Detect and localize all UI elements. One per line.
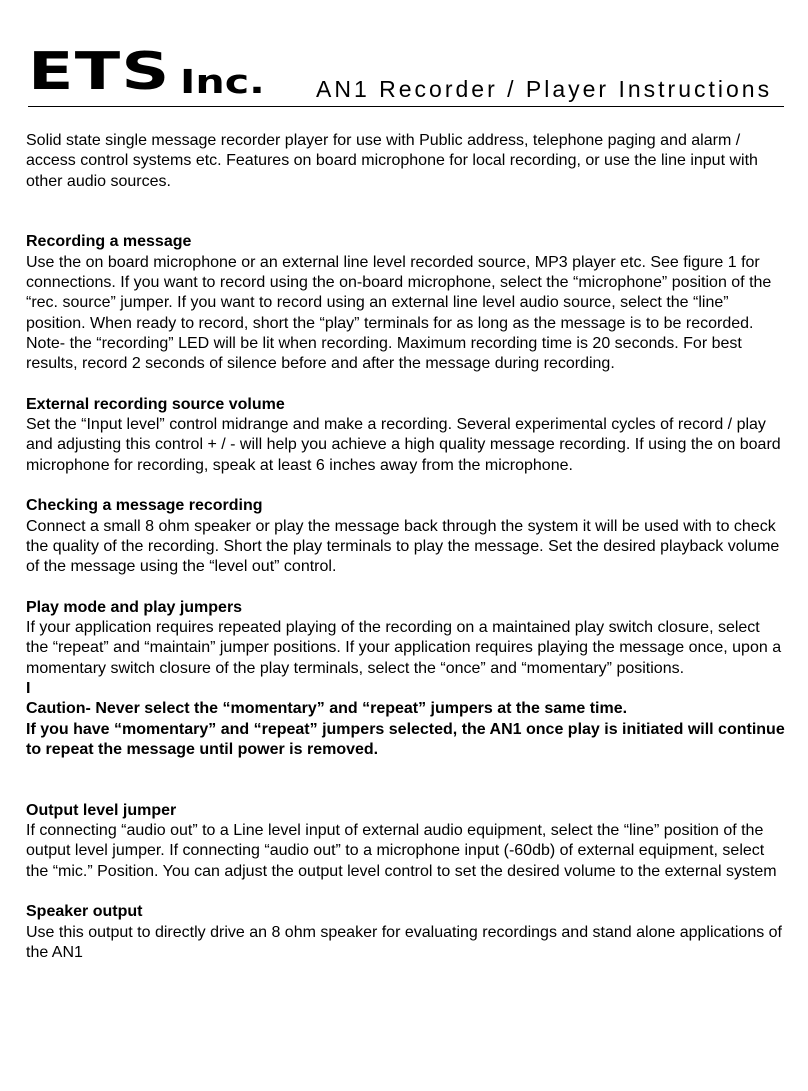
section-heading: Checking a message recording bbox=[26, 497, 263, 515]
document-title: AN1 Recorder / Player Instructions bbox=[316, 76, 773, 102]
section-heading: External recording source volume bbox=[26, 395, 285, 413]
company-logo bbox=[28, 42, 266, 102]
spacer bbox=[26, 578, 786, 598]
section-play-mode bbox=[26, 598, 786, 760]
section-checking bbox=[26, 496, 786, 577]
section-volume bbox=[26, 395, 786, 476]
section-body: If your application requires repeated playing of the recording on a maintained play switch closure, select the “repeat” and “maintain” jumper positions. If your application requires playing the message once, upon a momentary switch closure of the play terminals, select the “once” and “momentary” positions. bbox=[26, 619, 782, 677]
section-heading: Play mode and play jumpers bbox=[26, 598, 243, 616]
section-heading: Output level jumper bbox=[26, 801, 177, 819]
section-speaker-output bbox=[26, 902, 786, 963]
logo-suffix-text: Inc. bbox=[180, 62, 266, 101]
spacer bbox=[26, 375, 786, 395]
section-body: Use the on board microphone or an external line level recorded source, MP3 player etc. See figure 1 for connections. If you want to record using the on-board microphone, select the “microphone” position of the “rec. source” jumper. If you want to record using an external line level audio source, select the “line” position. When ready to record, short the “play” terminals for as long as the message is to be recorded. Note- the “recording” LED will be lit when recording. Maximum recording time is 20 seconds. For best results, record 2 seconds of silence before and after the message during recording. bbox=[26, 253, 772, 373]
stray-mark: I bbox=[26, 680, 31, 698]
section-body: If connecting “audio out” to a Line level input of external audio equipment, select the “line” position of the output level jumper. If connecting “audio out” to a microphone input (-60db) of external equipment, select the “mic.” Position. You can adjust the output level control to set the desired volume to the external system bbox=[26, 822, 777, 880]
document-body bbox=[26, 131, 786, 963]
section-body: Use this output to directly drive an 8 ohm speaker for evaluating recordings and stand alone applications of the AN1 bbox=[26, 923, 782, 961]
section-output-level bbox=[26, 801, 786, 882]
caution-line: Caution- Never select the “momentary” and “repeat” jumpers at the same time. bbox=[26, 700, 628, 718]
spacer bbox=[26, 192, 786, 233]
caution-warning: If you have “momentary” and “repeat” jumpers selected, the AN1 once play is initiated will continue to repeat the message until power is removed. bbox=[26, 720, 785, 758]
section-heading: Recording a message bbox=[26, 233, 192, 251]
page-header bbox=[28, 42, 784, 108]
section-body: Set the “Input level” control midrange and make a recording. Several experimental cycles of record / play and adjusting this control + / - will help you achieve a high quality message recording. If using the on board microphone for recording, speak at least 6 inches away from the microphone. bbox=[26, 416, 781, 474]
section-body: Connect a small 8 ohm speaker or play the message back through the system it will be used with to check the quality of the recording. Short the play terminals to play the message. Set the desired playback volume of the message using the “level out” control. bbox=[26, 517, 780, 576]
logo-main-text: ETS bbox=[28, 42, 171, 102]
header-rule bbox=[28, 106, 784, 107]
intro-paragraph: Solid state single message recorder player for use with Public address, telephone paging and alarm / access control systems etc. Features on board microphone for local recording, or use the line input with other audio sources. bbox=[26, 132, 758, 190]
section-heading: Speaker output bbox=[26, 903, 143, 921]
spacer bbox=[26, 476, 786, 496]
spacer bbox=[26, 882, 786, 902]
section-recording bbox=[26, 232, 786, 374]
spacer bbox=[26, 760, 786, 801]
